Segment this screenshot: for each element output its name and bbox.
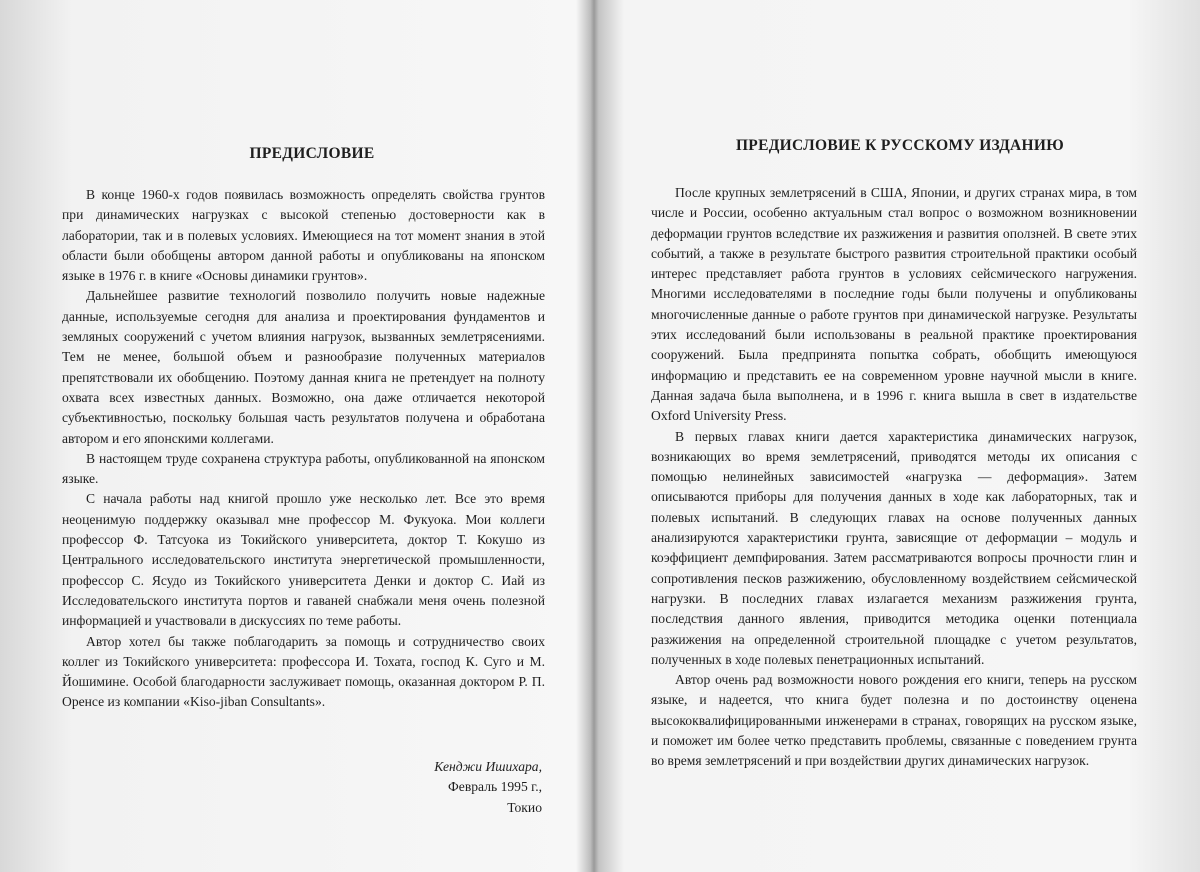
signature-place: Токио	[507, 799, 542, 815]
signature-block	[434, 757, 542, 818]
left-paragraph: Автор хотел бы также поблагодарить за помощь и сотрудничество своих коллег из Токийского университета: профессора И. Тохата, господ К. Суго и М. Йошимине. Особой благодарности заслуживает помощь, оказанная доктором Р. П. Оренсе из компании «Kiso-jiban Consultants».	[62, 633, 545, 710]
left-paragraph: С начала работы над книгой прошло уже несколько лет. Все это время неоценимую поддержку оказывал мне профессор М. Фукуока. Мои коллеги профессор Ф. Татсуока из Токийского университета, доктор Т. Кокушо из Центрального исследовательского института энергетической промышленности, профессор С. Ясудо из Токийского университета Денки и доктор С. Иай из Исследовательского института портов и гаваней снабжали меня очень полезной информацией и участвовали в дискуссиях по теме работы.	[62, 491, 545, 629]
right-page	[600, 0, 1200, 872]
right-paragraph: Автор очень рад возможности нового рождения его книги, теперь на русском языке, и надеется, что книга будет полезна и по достоинству оценена высококвалифицированными инженерами в странах, говорящих на русском языке, и поможет им более четко представить проблемы, связанные с поведением грунта во время землетрясений и при воздействии других динамических нагрузок.	[651, 672, 1137, 769]
signature-name: Кенджи Ишихара,	[434, 759, 542, 774]
left-paragraph: В настоящем труде сохранена структура работы, опубликованной на японском языке.	[62, 450, 545, 487]
left-paragraph: В конце 1960-х годов появилась возможность определять свойства грунтов при динамических нагрузках с высокой степенью достоверности как в лаборатории, так и в полевых условиях. Имеющиеся на тот момент знания в этой области были обобщены автором данной работы и опубликованы на японском языке в 1976 г. в книге «Основы динамики грунтов».	[62, 187, 545, 284]
left-page-heading: ПРЕДИСЛОВИЕ	[249, 145, 375, 162]
right-page-body	[651, 183, 1137, 772]
left-page	[0, 0, 592, 872]
signature-date: Февраль 1995 г.,	[448, 779, 542, 795]
left-page-body	[62, 185, 545, 713]
right-paragraph: После крупных землетрясений в США, Японии, и других странах мира, в том числе и России, особенно актуальным стал вопрос о возможном возникновении деформации грунтов вследствие их разжижения и развития оползней. В свете этих событий, а также в результате быстрого развития строительной практики особый интерес представляет работа грунтов в условиях сейсмического нагружения. Многими исследователями в последние годы были получены и опубликованы многочисленные данные о работе грунтов при динамической нагрузке. Результаты этих исследований были использованы в реальной практике проектирования сооружений. Была предпринята попытка собрать, обобщить имеющуюся информацию и представить ее на современном уровне научной мысли в книге. Данная задача была выполнена, и в 1996 г. книга вышла в свет в издательстве Oxford University Press.	[651, 185, 1137, 424]
right-page-heading: ПРЕДИСЛОВИЕ К РУССКОМУ ИЗДАНИЮ	[735, 137, 1065, 154]
right-paragraph: В первых главах книги дается характеристика динамических нагрузок, возникающих во время землетрясений, приводятся методы их описания с помощью нелинейных зависимостей «нагрузка — деформация». Затем описываются приборы для получения данных в ходе как лабораторных, так и полевых испытаний. В следующих главах на основе полученных данных анализируются характеристики грунта, зависящие от деформации – модуль и коэффициент демпфирования. Затем рассматриваются вопросы прочности глин и сопротивления песков разжижению, обусловленному воздействием сейсмической нагрузки. В последних главах излагается механизм разжижения грунта, последствия данного явления, приводится методика оценки потенциала разжижения на определенной строительной площадке с учетом результатов, полученных в ходе полевых пенетрационных испытаний.	[651, 428, 1137, 667]
left-paragraph: Дальнейшее развитие технологий позволило получить новые надежные данные, используемые сегодня для анализа и проектирования фундаментов и земляных сооружений с учетом влияния нагрузок, вызванных землетрясениями. Тем не менее, большой объем и разнообразие полученных материалов препятствовали их обобщению. Поэтому данная книга не претендует на полноту охвата всех известных данных. Возможно, она даже отличается некоторой субъективностью, поскольку большая часть результатов получена и обработана автором и его японскими коллегами.	[62, 288, 545, 446]
